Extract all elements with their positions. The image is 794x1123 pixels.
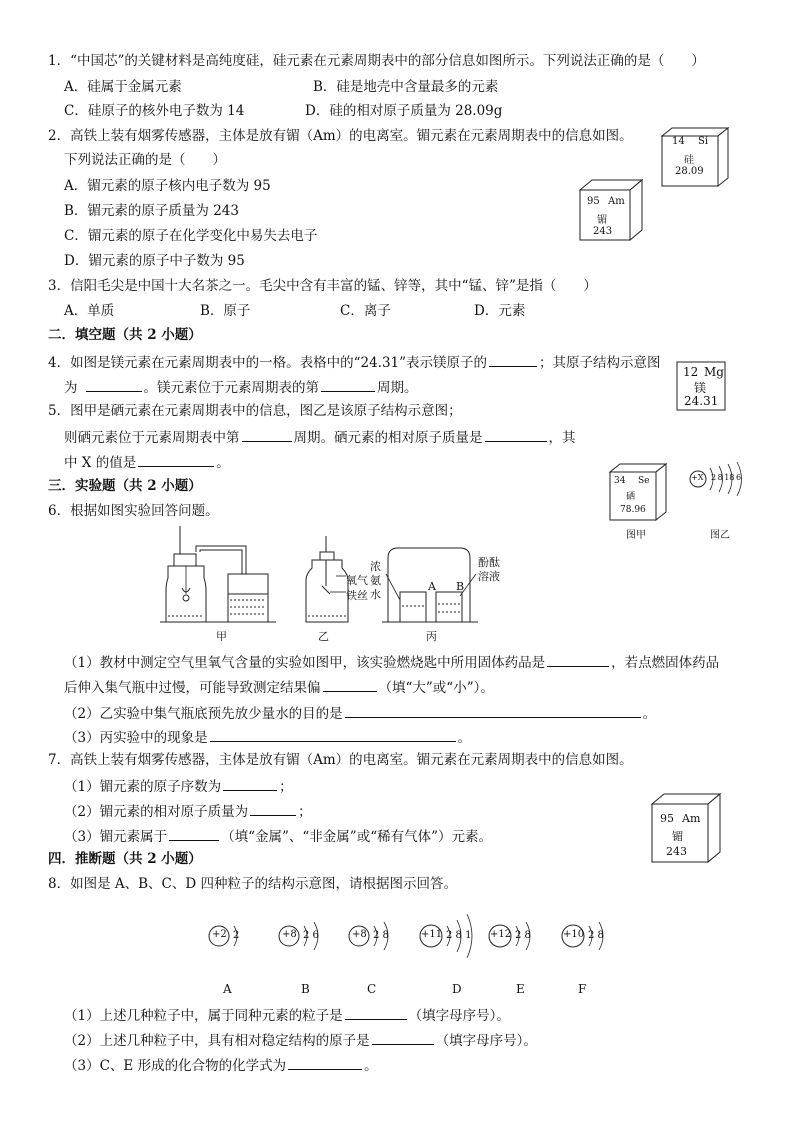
ammonia-label-2: 氨 [370,574,381,587]
se-mass: 78.96 [620,505,646,515]
q5-blank-1[interactable] [242,427,292,442]
q7-blank-3[interactable] [169,826,219,841]
q2-stem-2: 下列说法正确的是（ ） [64,152,226,168]
q4-blank-3[interactable] [321,377,375,392]
se-shell-electrons: 2 8 18 6 [711,473,742,482]
q7-blank-1[interactable] [223,776,277,791]
q2-option-b: B．镅元素的原子质量为 243 [64,203,239,219]
q5-blank-3[interactable] [138,452,214,467]
q6-blank-4[interactable] [210,727,456,742]
q8-blank-1[interactable] [345,1005,407,1020]
mg-symbol: Mg [704,365,724,379]
q7-stem: 7．高铁上装有烟雾传感器，主体是放有镅（Am）的电离室。镅元素在元素周期表中的信息如图。 [48,752,633,768]
si-number: 14 [672,136,685,147]
si-symbol: Si [698,136,709,147]
q8-sub-3: （3）C、E 形成的化合物的化学式为 。 [64,1055,378,1075]
q4-line-1: 4．如图是镁元素在元素周期表中的一格。表格中的“24.31”表示镁原子的 ；其原子结构示意图 [48,352,661,372]
q3-stem: 3．信阳毛尖是中国十大名茶之一。毛尖中含有丰富的锰、锌等，其中“锰、锌”是指（ ） [48,278,597,294]
section-experiment-heading: 三．实验题（共 2 小题） [48,478,202,494]
am-number-q7: 95 [660,812,674,825]
figure-yi-caption: 图乙 [710,530,730,541]
particle-a-letter: A [223,982,232,996]
q3-option-a: A．单质 [64,303,115,319]
particle-d-letter: D [452,982,462,996]
q1-option-d: D．硅的相对原子质量为 28.09g [305,103,503,119]
particle-a-nucleus: +2 [212,929,227,940]
particle-a-shells: 2 [233,930,240,941]
q8-sub-1: （1）上述几种粒子中，属于同种元素的粒子是 （填字母序号）。 [64,1005,510,1025]
ammonia-label-1: 浓 [370,560,381,573]
particle-f-letter: F [578,982,587,996]
phenol-label-1: 酚酞 [478,556,500,569]
section-fill-in-heading: 二．填空题（共 2 小题） [48,327,202,343]
q5-line-1: 5．图甲是硒元素在元素周期表中的信息，图乙是该原子结构示意图； [48,403,462,419]
particle-e-letter: E [516,982,525,996]
se-name: 硒 [626,492,636,502]
am-number: 95 [587,196,600,207]
q6-blank-1[interactable] [547,652,609,667]
am-name: 镅 [597,215,607,226]
q2-option-a: A．镅元素的原子核内电子数为 95 [64,178,271,194]
mg-mass: 24.31 [684,394,719,408]
q6-sub-1: （1）教材中测定空气里氧气含量的实验如图甲，该实验燃烧匙中所用固体药品是 ，若点燃固体药品 [64,652,719,672]
q2-option-d: D．镅元素的原子中子数为 95 [64,253,245,269]
particle-c-nucleus: +8 [352,929,367,940]
beaker-b-label: B [456,580,465,593]
q2-option-c: C．镅元素的原子在化学变化中易失去电子 [64,228,318,244]
q6-sub-1-cont: 后伸入集气瓶中过慢，可能导致测定结果偏 （填“大”或“小”）。 [64,677,494,697]
q6-sub-3: （3）丙实验中的现象是 。 [64,727,471,747]
si-mass: 28.09 [675,166,704,177]
particle-d-shells: 2 8 1 [446,930,472,941]
q8-blank-3[interactable] [288,1055,362,1070]
mg-number: 12 [683,365,699,379]
q8-sub-2: （2）上述几种粒子中，具有相对稳定结构的原子是 （填字母序号）。 [64,1030,537,1050]
q6-blank-3[interactable] [345,703,641,718]
magnesium-element-card [676,361,726,411]
section-inference-heading: 四．推断题（共 2 小题） [48,851,202,867]
q7-sub-1: （1）镅元素的原子序数为 ； [64,776,293,796]
q8-stem: 8．如图是 A、B、C、D 四种粒子的结构示意图，请根据图示回答。 [48,876,457,892]
q2-stem: 2．高铁上装有烟雾传感器，主体是放有镅（Am）的电离室。镅元素在元素周期表中的信息如图。 [48,128,633,144]
q4-blank-1[interactable] [489,352,537,367]
q3-option-b: B．原子 [200,303,251,319]
particle-d-nucleus: +11 [421,929,443,940]
q1-option-a: A．硅属于金属元素 [64,79,182,95]
particle-c-letter: C [367,982,377,996]
particle-f-nucleus: +10 [563,929,585,940]
am-name-q7: 镅 [672,830,683,843]
silicon-element-card [660,126,730,188]
se-number: 34 [614,476,626,486]
q6-apparatus-figure [160,524,500,648]
phenol-label-2: 溶液 [478,570,500,583]
q4-line-2: 为 。镁元素位于元素周期表的第 周期。 [64,377,418,397]
am-symbol: Am [608,196,625,207]
particle-f-shells: 2 8 [588,930,604,941]
figure-bing-label: 丙 [426,630,437,643]
q8-particle-diagrams [204,906,624,998]
am-symbol-q7: Am [682,812,701,825]
oxygen-label: 氧气 [346,574,368,587]
se-symbol: Se [638,476,650,486]
particle-b-nucleus: +8 [282,929,297,940]
q5-line-3: 中 X 的值是 。 [64,452,230,472]
figure-jia-label: 甲 [216,630,227,643]
q1-stem: 1．“中国芯”的关键材料是高纯度硅，硅元素在元素周期表中的部分信息如图所示。下列说法正确的是（ ） [48,53,705,69]
particle-e-nucleus: +12 [490,929,512,940]
americium-element-card-q7 [650,792,722,864]
q6-sub-2: （2）乙实验中集气瓶底预先放少量水的目的是 。 [64,703,656,723]
mg-name: 镁 [694,381,707,395]
q3-option-c: C．离子 [340,303,391,319]
q1-option-b: B．硅是地壳中含量最多的元素 [313,79,499,95]
selenium-element-card [608,462,668,522]
particle-b-shells: 2 6 [303,930,319,941]
q7-sub-3: （3）镅元素属于 （填“金属”、“非金属”或“稀有气体”）元素。 [64,826,492,846]
beaker-a-label: A [428,580,436,593]
q5-blank-2[interactable] [485,427,547,442]
q3-option-d: D．元素 [474,303,526,319]
q7-sub-2: （2）镅元素的相对原子质量为 ； [64,801,312,821]
ammonia-label-3: 水 [370,588,381,601]
americium-element-card [578,178,644,242]
iron-wire-label: 铁丝 [346,589,368,602]
q5-line-2: 则硒元素位于元素周期表中第 周期。硒元素的相对原子质量是 ，其 [64,427,576,447]
se-nucleus-label: +X [691,473,704,482]
particle-e-shells: 2 8 [515,930,531,941]
q6-blank-2[interactable] [323,677,377,692]
particle-b-letter: B [301,982,310,996]
q6-stem: 6．根据如图实验回答问题。 [48,503,219,519]
am-mass: 243 [593,226,613,237]
q8-blank-2[interactable] [372,1030,434,1045]
particle-c-shells: 2 8 [373,930,389,941]
figure-jia-caption: 图甲 [626,530,646,541]
q7-blank-2[interactable] [250,801,296,816]
selenium-atom-diagram [686,460,750,504]
q1-option-c: C．硅原子的核外电子数为 14 [64,103,245,119]
si-name: 硅 [684,155,694,166]
figure-yi-label: 乙 [318,630,329,643]
q4-blank-2[interactable] [86,377,142,392]
am-mass-q7: 243 [666,845,687,858]
